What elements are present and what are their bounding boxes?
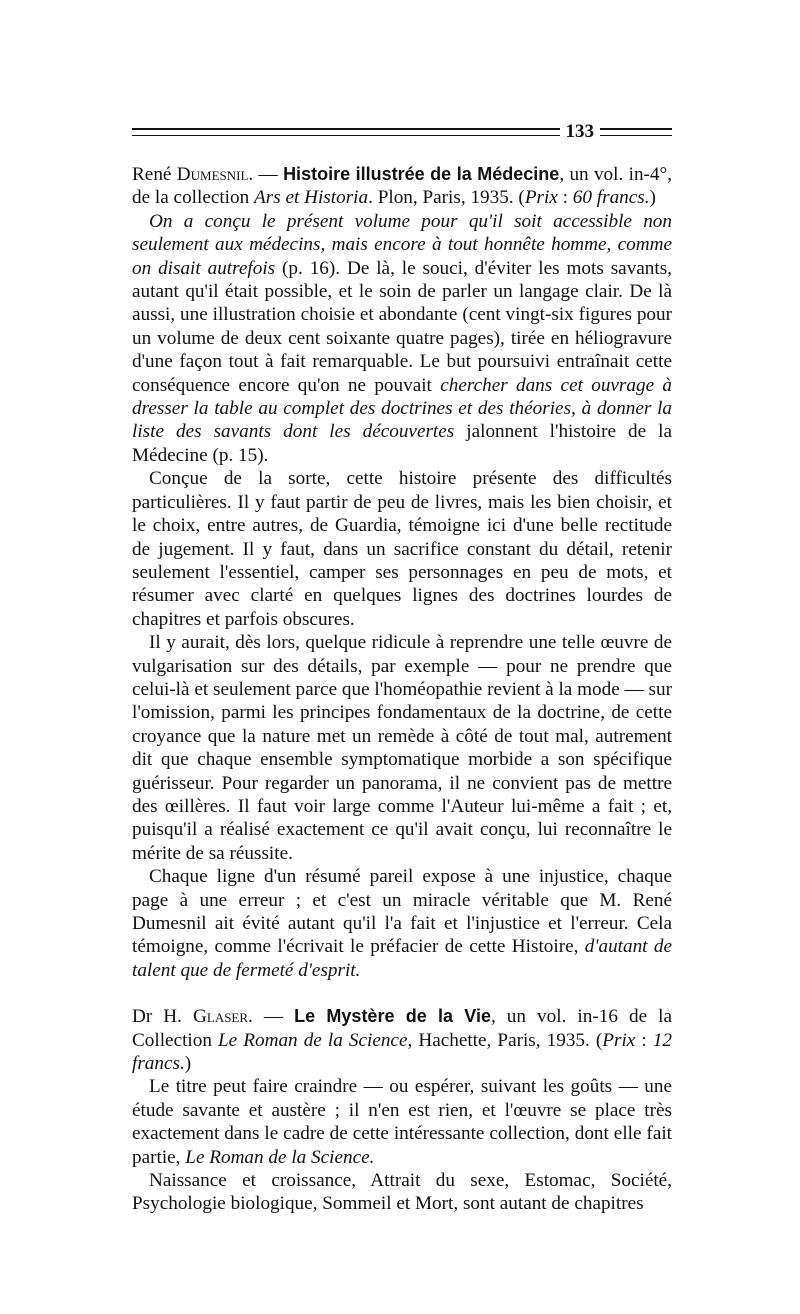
review-1-paragraph-3: Il y aurait, dès lors, quelque ridicule à reprendre une telle œuvre de vulgarisation sur des détails, par exemple — pour ne prendre que celui-là et seulement parce que l'homéopathie revient à la mode — sur l'omission, parmi les principes fondamentaux de la doctrine, de cette croyance que la nature met un remède à côté de tout mal, autrement dit que chaque ensemble symptomatique morbide a son spécifique guérisseur. Pour regarder un panorama, il ne convient pas de mettre des œillères. Il faut voir large comme l'Auteur lui-même a fait ; et, puisqu'il a réalisé exactement ce qu'il avait conçu, lui reconnaître le mérite de sa réussite. [132,632,672,864]
review-1-details-a: , un vol. in-4°, de la collection [132,164,672,209]
review-2-collection: Le Roman de la Science [218,1029,408,1051]
review-1-dash: . — [248,164,284,185]
review-1-paragraph-4 [132,865,672,982]
review-2-details-b: , Hachette, Paris, 1935. ( [407,1029,603,1051]
review-1-price: 60 francs. [572,187,650,209]
header-rule-right [600,128,672,136]
running-header [132,122,672,142]
review-1-collection: Ars et Historia [254,187,369,209]
review-2-price-sep: : [635,1029,653,1051]
review-2-text-1: Le titre peut faire craindre — ou espérer, suivant les goûts — une étude savante et austère ; il n'en est rien, et l'œuvre se place très exactement dans le cadre de cette intéressante collection, dont elle fait partie, [132,1076,672,1168]
review-2-author-last: Glaser [193,1006,249,1028]
page-number: 133 [565,121,594,142]
review-1-quote-4: d'autant de talent que de fermeté d'esprit. [132,936,672,981]
review-1-title: Histoire illustrée de la Médecine [283,164,560,184]
review-1-author-last: Dumesnil [176,164,249,185]
review-1-text-4: Chaque ligne d'un résumé pareil expose à une injustice, chaque page à une erreur ; et c'est un miracle véritable que M. René Dumesnil ait évité autant qu'il l'a fait et l'injustice et l'erreur. Cela témoigne, comme l'écrivait le préfacier de cette Histoire, [132,866,672,958]
review-1-price-close: ) [649,187,656,209]
review-1-quote-2: chercher dans cet ouvrage à dresser la table au complet des doctrines et des théories, à donner la liste des savants dont les découvertes [132,374,673,443]
review-2-paragraph-2: Naissance et croissance, Attrait du sexe, Estomac, Société, Psychologie biologique, Sommeil et Mort, sont autant de chapitres [132,1170,672,1215]
review-2-dash: . — [248,1006,295,1028]
body-text [132,163,672,1216]
review-1-text-1b: jalonnent l'histoire de la Médecine (p. 15). [132,421,673,466]
review-1-paragraph-1 [132,210,672,467]
review-2-price: 12 francs. [132,1029,672,1075]
review-2-title: Le Mystère de la Vie [294,1006,491,1027]
review-2-price-close: ) [184,1053,192,1075]
review-1-details-b: . Plon, Paris, 1935. ( [368,187,525,209]
review-1-author-first: René [132,164,177,185]
review-2-paragraph-1 [132,1075,672,1169]
review-1-text-1a: (p. 16). De là, le souci, d'éviter les mots savants, autant qu'il était possible, et le soin de parler un langage clair. De là aussi, une illustration choisie et abondante (cent vingt-six figures pour un volume de deux cent soixante quatre pages), tirée en héliogravure d'une façon tout à fait remarquable. Le but poursuivi entraînait cette conséquence encore qu'on ne pouvait [132,257,672,396]
review-2-quote-1: Le Roman de la Science. [185,1146,375,1168]
review-1-heading [132,163,672,210]
review-2-price-label: Prix [602,1029,636,1051]
review-1-paragraph-2: Conçue de la sorte, cette histoire présente des difficultés particulières. Il y faut partir de peu de livres, mais les bien choisir, et le choix, entre autres, de Guardia, témoigne ici d'une belle rectitude de jugement. Il y faut, dans un sacrifice constant du détail, retenir seulement l'essentiel, camper ses personnages en peu de mots, et résumer avec clarté en quelques lignes des doctrines lourdes de chapitres et parfois obscures. [132,468,672,630]
review-1-price-sep: : [557,187,573,209]
review-2-details-a: , un vol. in-16 de la Collection [132,1006,672,1051]
review-2-author-first: Dr H. [132,1006,194,1028]
review-1-price-label: Prix [524,187,558,209]
review-2-heading [132,1005,672,1075]
review-1-quote-1: On a conçu le présent volume pour qu'il soit accessible non seulement aux médecins, mais encore à tout honnête homme, comme on disait autrefois [132,210,672,279]
header-rule-left [132,128,560,136]
